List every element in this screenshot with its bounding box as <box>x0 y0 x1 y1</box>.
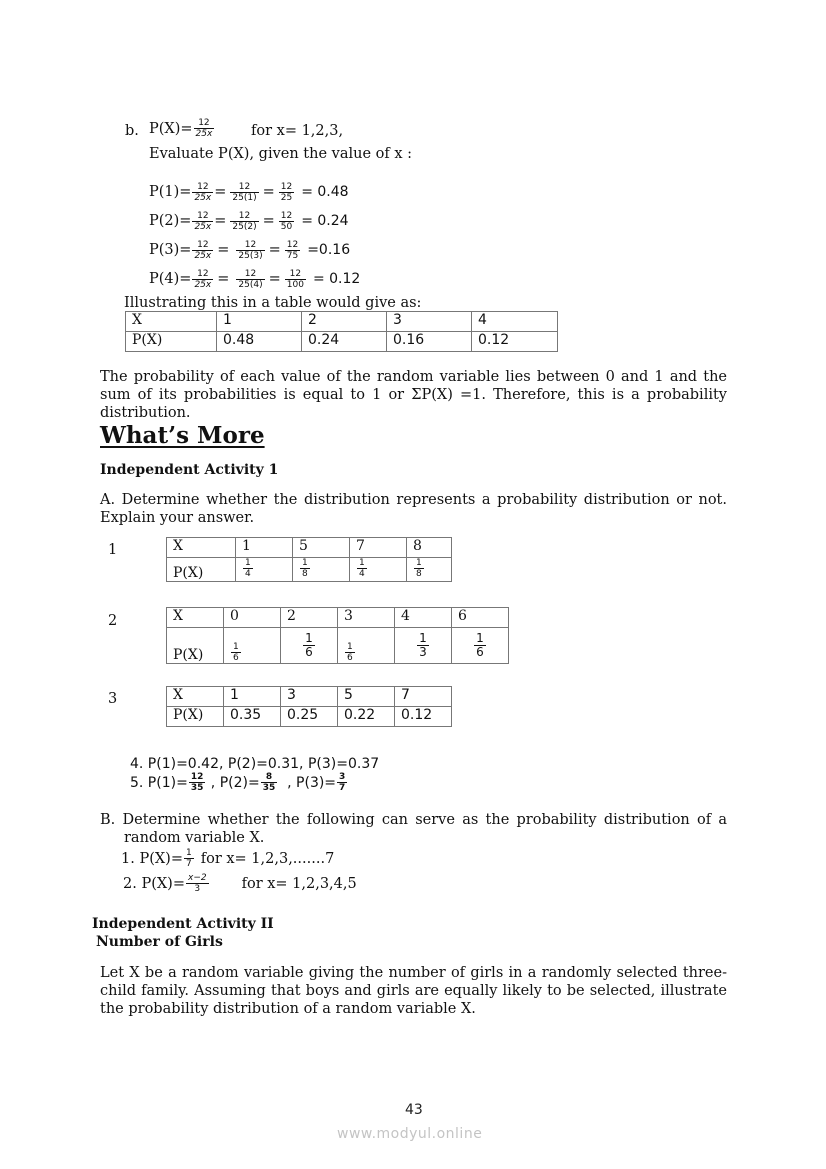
evaluation-lhs: P(2)= <box>149 213 192 229</box>
table-cell: 2 <box>281 608 338 628</box>
part-b-item-domain: for x= 1,2,3,.......7 <box>200 850 335 867</box>
table-cell: 5 <box>293 538 350 558</box>
fraction-numerator: 12 <box>194 118 215 129</box>
table-cell: 0.12 <box>395 707 452 727</box>
formula-prefix: P(X)= <box>149 120 193 137</box>
fraction-denominator: 75 <box>286 251 299 261</box>
table-cell: 8 <box>407 538 452 558</box>
part-b-instruction: B. Determine whether the following can serve as the probability distribution of a random variable X. <box>100 812 727 846</box>
item-number: 3 <box>108 691 118 707</box>
table-cell: 0.22 <box>338 707 395 727</box>
table-cell: 4 <box>395 608 452 628</box>
fraction-denominator: 25(4) <box>238 280 263 290</box>
fraction-denominator: 4 <box>245 569 251 579</box>
fraction-numerator: x−2 <box>188 873 207 883</box>
activity2-text: Let X be a random variable giving the number of girls in a randomly selected three-child family. Assuming that boys and girls are equally likely to be selected, illustrate the probability distribution of a random variable X. <box>100 965 727 1017</box>
table-cell: X <box>126 312 217 332</box>
fraction <box>192 182 213 203</box>
fraction-numerator: 12 <box>192 182 213 193</box>
table-cell <box>407 558 452 582</box>
part-b-formula <box>149 118 215 139</box>
fraction-denominator: 25(2) <box>232 222 257 232</box>
watermark-link[interactable]: www.modyul.online <box>337 1126 483 1142</box>
fraction <box>189 772 206 793</box>
fraction-numerator: 3 <box>339 772 346 782</box>
fraction <box>279 211 294 232</box>
table-intro: Illustrating this in a table would give as: <box>124 295 422 311</box>
fraction-denominator: 6 <box>476 645 484 659</box>
table-cell: X <box>167 687 224 707</box>
item-5-prefix: 5. P(1)= <box>130 774 188 791</box>
fraction-denominator: 7 <box>186 859 192 869</box>
table-cell: 7 <box>350 538 407 558</box>
fraction-numerator: 1 <box>245 558 251 568</box>
fraction-numerator: 12 <box>192 269 213 280</box>
evaluation-line: P(2)= $\frac{12}{25x}$ = $\frac{12}{25(2)}$ = $\frac{12}{50}$ = 0.24 <box>149 211 349 232</box>
evaluation-result: = 0.24 <box>301 213 349 229</box>
fraction-denominator: 35 <box>190 783 204 793</box>
item-5-text: , P(2)= <box>206 774 260 791</box>
fraction <box>192 211 213 232</box>
fraction <box>285 269 306 290</box>
fraction-denominator: 25x <box>194 280 212 290</box>
table-cell: 6 <box>452 608 509 628</box>
table-row <box>167 558 452 582</box>
fraction-denominator: 50 <box>280 222 293 232</box>
table-cell: 0.16 <box>387 332 472 352</box>
item-4: 4. P(1)=0.42, P(2)=0.31, P(3)=0.37 <box>130 756 380 772</box>
fraction-numerator: 1 <box>359 558 365 568</box>
fraction <box>230 211 258 232</box>
evaluation-line: P(1)= $\frac{12}{25x}$ = $\frac{12}{25(1)}$ = $\frac{12}{25}$ = 0.48 <box>149 182 349 203</box>
item-5 <box>130 772 348 793</box>
fraction <box>184 848 194 869</box>
table-cell: 1 <box>217 312 302 332</box>
fraction-numerator: 12 <box>285 269 306 280</box>
evaluation-lhs: P(3)= <box>149 242 192 258</box>
table-cell: P(X) <box>126 332 217 352</box>
distribution-table-2 <box>166 607 509 664</box>
page-number: 43 <box>405 1102 423 1118</box>
table-cell: P(X) <box>167 707 224 727</box>
evaluation-result: = 0.48 <box>301 184 349 200</box>
evaluation-result: =0.16 <box>307 242 351 258</box>
table-cell: 0.12 <box>472 332 558 352</box>
formula-fraction <box>194 118 215 139</box>
fraction-denominator: 25x <box>194 193 212 203</box>
fraction <box>230 182 258 203</box>
table-cell: 0.48 <box>217 332 302 352</box>
fraction-numerator: 12 <box>280 211 293 221</box>
fraction-numerator: 1 <box>416 558 422 568</box>
fraction-denominator: 7 <box>339 783 346 793</box>
table-cell: X <box>167 608 224 628</box>
table-row <box>167 538 452 558</box>
part-b-item-prefix: 1. P(X)= <box>121 850 183 867</box>
table-cell: 0 <box>224 608 281 628</box>
table-cell <box>452 628 509 664</box>
fraction-numerator: 12 <box>230 211 258 222</box>
part-a-instruction: A. Determine whether the distribution represents a probability distribution or not. Explain your answer. <box>100 492 727 526</box>
table-row <box>167 628 509 664</box>
fraction-denominator: 25(1) <box>232 193 257 203</box>
activity1-title: Independent Activity 1 <box>100 462 279 478</box>
fraction-denominator: 8 <box>302 569 308 579</box>
fraction-numerator: 12 <box>192 211 213 222</box>
fraction-numerator: 1 <box>186 848 192 858</box>
table-cell: 7 <box>395 687 452 707</box>
fraction-denominator: 6 <box>305 645 313 659</box>
table-cell: 3 <box>281 687 338 707</box>
evaluation-result: = 0.12 <box>312 271 361 287</box>
fraction <box>186 873 209 894</box>
table-cell: 3 <box>387 312 472 332</box>
fraction-denominator: 3 <box>194 884 201 894</box>
conclusion-paragraph: The probability of each value of the random variable lies between 0 and 1 and the sum of its probabilities is equal to 1 or ΣP(X) =1. Therefore, this is a probability distribution. <box>100 369 727 421</box>
table-row <box>126 312 558 332</box>
table-cell: 0.35 <box>224 707 281 727</box>
table-cell <box>338 628 395 664</box>
fraction-numerator: 12 <box>280 182 293 192</box>
evaluation-line: P(3)= $\frac{12}{25x}$ = $\frac{12}{25(3)}$ = $\frac{12}{75}$ =0.16 <box>149 240 351 261</box>
fraction-denominator: 35 <box>262 783 276 793</box>
fraction <box>192 240 213 261</box>
fraction-denominator: 6 <box>347 653 353 663</box>
table-row <box>126 332 558 352</box>
fraction-numerator: 12 <box>230 182 258 193</box>
fraction-numerator: 1 <box>302 558 308 568</box>
table-cell: 4 <box>472 312 558 332</box>
fraction-denominator: 100 <box>286 280 304 290</box>
table-cell <box>350 558 407 582</box>
activity2-title: Independent Activity II <box>92 916 274 932</box>
table-cell: 3 <box>338 608 395 628</box>
table-cell <box>224 628 281 664</box>
fraction-numerator: 12 <box>236 269 264 280</box>
example-distribution-table <box>125 311 558 352</box>
part-b-instruction: Evaluate P(X), given the value of x : <box>149 146 413 162</box>
table-cell: 0.24 <box>302 332 387 352</box>
fraction-numerator: 1 <box>233 642 239 652</box>
fraction-numerator: 12 <box>192 240 213 251</box>
distribution-table-3 <box>166 686 452 727</box>
table-cell <box>395 628 452 664</box>
item-number: 2 <box>108 613 118 629</box>
table-row <box>167 687 452 707</box>
fraction-denominator: 25x <box>195 129 213 139</box>
fraction-denominator: 25x <box>194 222 212 232</box>
fraction <box>285 240 300 261</box>
fraction-numerator: 12 <box>286 240 299 250</box>
fraction <box>337 772 347 793</box>
fraction-numerator: 1 <box>476 631 484 645</box>
evaluation-lhs: P(1)= <box>149 184 192 200</box>
distribution-table-1 <box>166 537 452 582</box>
fraction-numerator: 1 <box>305 631 313 645</box>
table-cell: 5 <box>338 687 395 707</box>
section-heading: What’s More <box>100 422 265 449</box>
fraction-denominator: 25(3) <box>238 251 263 261</box>
part-b-item-1 <box>121 848 334 869</box>
table-cell: 1 <box>236 538 293 558</box>
fraction-denominator: 25x <box>194 251 212 261</box>
fraction-denominator: 3 <box>419 645 427 659</box>
evaluation-list <box>149 178 360 294</box>
part-b-item-2 <box>123 873 357 894</box>
fraction-numerator: 1 <box>419 631 427 645</box>
fraction <box>236 269 264 290</box>
table-cell: X <box>167 538 236 558</box>
fraction-numerator: 8 <box>261 772 278 783</box>
fraction-denominator: 8 <box>416 569 422 579</box>
activity2-subtitle: Number of Girls <box>96 934 223 950</box>
table-cell: P(X) <box>167 558 236 582</box>
fraction <box>192 269 213 290</box>
table-cell: 2 <box>302 312 387 332</box>
table-cell <box>281 628 338 664</box>
table-cell <box>293 558 350 582</box>
table-cell: 0.25 <box>281 707 338 727</box>
item-number: 1 <box>108 542 118 558</box>
fraction-numerator: 1 <box>347 642 353 652</box>
fraction <box>261 772 278 793</box>
fraction-numerator: 12 <box>236 240 264 251</box>
evaluation-lhs: P(4)= <box>149 271 192 287</box>
part-b-domain: for x= 1,2,3, <box>251 123 344 139</box>
part-b-label: b. <box>125 123 139 139</box>
fraction <box>236 240 264 261</box>
part-b-item-prefix: 2. P(X)= <box>123 875 185 892</box>
fraction-denominator: 6 <box>233 653 239 663</box>
table-row <box>167 608 509 628</box>
fraction-denominator: 4 <box>359 569 365 579</box>
fraction-denominator: 25 <box>280 193 293 203</box>
fraction <box>279 182 294 203</box>
table-row <box>167 707 452 727</box>
part-b-item-domain: for x= 1,2,3,4,5 <box>241 875 357 892</box>
item-5-text: , P(3)= <box>278 774 337 791</box>
evaluation-line: P(4)= $\frac{12}{25x}$ = $\frac{12}{25(4)}$ = $\frac{12}{100}$ = 0.12 <box>149 269 361 290</box>
table-cell <box>236 558 293 582</box>
table-cell: P(X) <box>167 628 224 664</box>
table-cell: 1 <box>224 687 281 707</box>
fraction-numerator: 12 <box>190 772 204 782</box>
